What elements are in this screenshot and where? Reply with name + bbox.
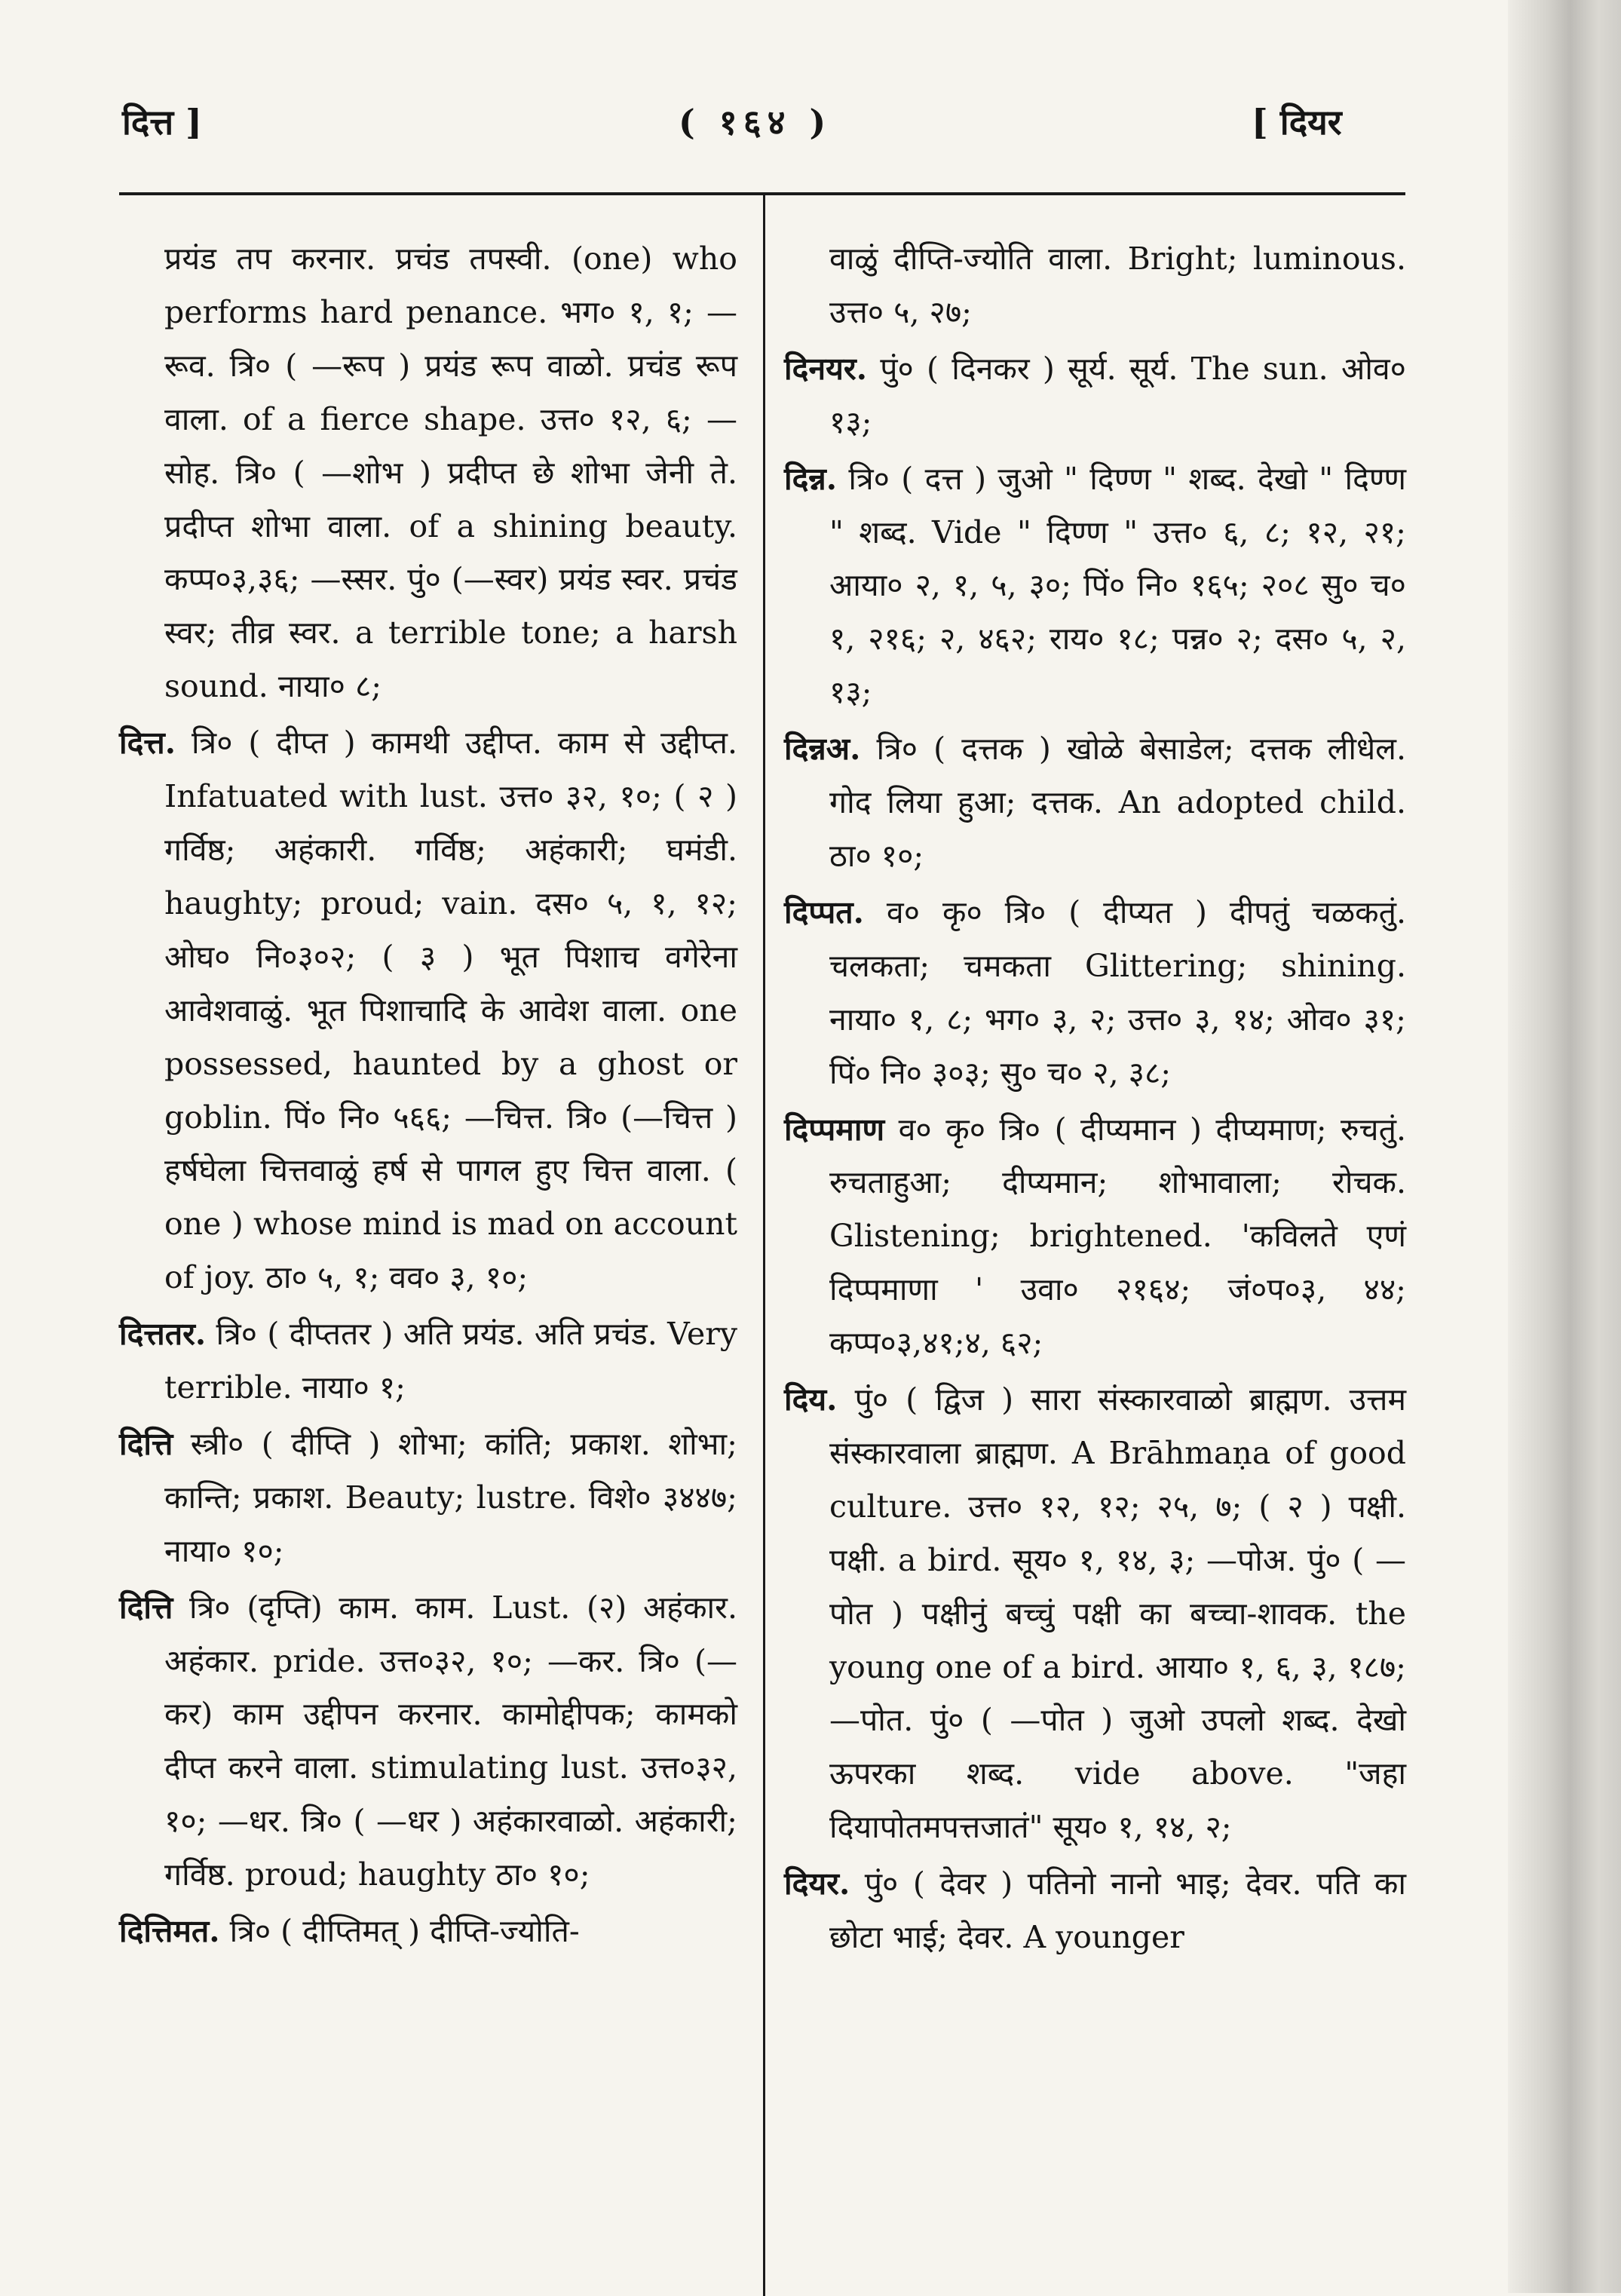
dictionary-entry — [119, 1905, 737, 1958]
page-number: ( १६४ ) — [679, 102, 832, 143]
entry-text: व० कृ० त्रि० ( दीप्यमान ) दीप्यमाण; रुचतुं. रुचताहुआ; दीप्यमान; शोभावाला; रोचक. Glistening; brightened. 'कविलते एणं दिप्पमाणा ' उवा० २१६४; जं०प०३, ४४; कप्प०३,४१;४, ६२; — [829, 1111, 1406, 1362]
dictionary-entry — [784, 722, 1406, 883]
entry-headword: दिन्न. — [784, 460, 838, 497]
entry-headword: दियर. — [784, 1865, 850, 1902]
entry-headword: दिनयर. — [784, 350, 867, 387]
entry-headword: दिप्पत. — [784, 894, 864, 930]
dictionary-entry — [119, 716, 737, 1304]
left-column — [119, 232, 737, 1961]
header-right-guideword: [ दियर — [1252, 102, 1342, 143]
column-divider — [763, 192, 765, 2296]
entry-text: पुं० ( देवर ) पतिनो नानो भाइ; देवर. पति का छोटा भाई; देवर. A younger — [829, 1865, 1406, 1956]
entry-text: व० कृ० त्रि० ( दीप्यत ) दीपतुं चळकतुं. चलकता; चमकता Glittering; shining. नाया० १, ८; भग० ३, २; उत्त० ३, १४; ओव० ३१; पिं० नि० ३०३; सु० च० २, ३८; — [829, 894, 1406, 1091]
entry-headword: दिन्नअ. — [784, 731, 861, 768]
dictionary-entry — [784, 452, 1406, 720]
dictionary-entry — [784, 342, 1406, 449]
entry-text: त्रि० ( दीप्त ) कामथी उद्दीप्त. काम से उद्दीप्त. Infatuated with lust. उत्त० ३२, १०; ( २ ) गर्विष्ठ; अहंकारी. गर्विष्ठ; अहंकारी; घमंडी. haughty; proud; vain. दस० ५, १, १२; ओघ० नि०३०२; ( ३ ) भूत पिशाच वगेरेना आवेशवाळुं. भूत पिशाचादि के आवेश वाला. one possessed, haunted by a ghost or goblin. पिं० नि० ५६६; —चित्त. त्रि० (—चित्त ) हर्षघेला चित्तवाळुं हर्ष से पागल हुए चित्त वाला. ( one ) whose mind is mad on account of joy. ठा० ५, १; वव० ३, १०; — [164, 725, 737, 1296]
entry-text: स्त्री० ( दीप्ति ) शोभा; कांति; प्रकाश. शोभा; कान्ति; प्रकाश. Beauty; lustre. विशे० ३४४७; नाया० १०; — [164, 1425, 737, 1569]
entry-headword: दित्ततर. — [119, 1316, 207, 1353]
header-rule — [119, 192, 1405, 195]
entry-text: पुं० ( दिनकर ) सूर्य. सूर्य. The sun. ओव० १३; — [829, 350, 1406, 440]
dictionary-entry — [119, 232, 737, 713]
entry-headword: दित्ति — [119, 1589, 173, 1626]
entry-text: त्रि० (दृप्ति) काम. काम. Lust. (२) अहंकार. अहंकार. pride. उत्त०३२, १०; —कर. त्रि० (—कर) काम उद्दीपन करनार. कामोद्दीपक; कामको दीप्त करने वाला. stimulating lust. उत्त०३२, १०; —धर. त्रि० ( —धर ) अहंकारवाळो. अहंकारी; गर्विष्ठ. proud; haughty ठा० १०; — [164, 1589, 737, 1893]
entry-text: त्रि० ( दत्त ) जुओ " दिण्ण " शब्द. देखो " दिण्ण " शब्द. Vide " दिण्ण " उत्त० ६, ८; १२, २१; आया० २, १, ५, ३०; पिं० नि० १६५; २०८ सु० च० १, २१६; २, ४६२; राय० १८; पन्न० २; दस० ५, २, १३; — [829, 460, 1406, 711]
entry-text: पुं० ( द्विज ) सारा संस्कारवाळो ब्राह्मण. उत्तम संस्कारवाला ब्राह्मण. A Brāhmaṇa of good culture. उत्त० १२, १२; २५, ७; ( २ ) पक्षी. पक्षी. a bird. सूय० १, १४, ३; —पोअ. पुं० ( —पोत ) पक्षीनुं बच्चुं पक्षी का बच्चा-शावक. the young one of a bird. आया० १, ६, ३, १८७; —पोत. पुं० ( —पोत ) जुओ उपलो शब्द. देखो ऊपरका शब्द. vide above. "जहा दियापोतमपत्तजातं" सूय० १, १४, २; — [829, 1381, 1406, 1846]
header-left-guideword: दित्त ] — [122, 102, 202, 143]
entry-headword: दित्ति — [119, 1425, 173, 1462]
entry-text: वाळुं दीप्ति-ज्योति वाला. Bright; luminous. उत्त० ५, २७; — [829, 241, 1406, 330]
right-column — [784, 232, 1406, 1967]
entry-text: त्रि० ( दत्तक ) खोळे बेसाडेल; दत्तक लीधेल. गोद लिया हुआ; दत्तक. An adopted child. ठा० १०; — [829, 731, 1406, 874]
page-header — [0, 98, 1500, 158]
dictionary-entry — [119, 1581, 737, 1902]
dictionary-entry — [784, 232, 1406, 339]
entry-text: प्रयंड तप करनार. प्रचंड तपस्वी. (one) who performs hard penance. भग० १, १; —रूव. त्रि० ( —रूप ) प्रयंड रूप वाळो. प्रचंड रूप वाला. of a fierce shape. उत्त० १२, ६; —सोह. त्रि० ( —शोभ ) प्रदीप्त छे शोभा जेनी ते. प्रदीप्त शोभा वाला. of a shining beauty. कप्प०३,३६; —स्सर. पुं० (—स्वर) प्रयंड स्वर. प्रचंड स्वर; तीव्र स्वर. a terrible tone; a harsh sound. नाया० ८; — [164, 241, 737, 705]
entry-text: त्रि० ( दीप्ततर ) अति प्रयंड. अति प्रचंड. Very terrible. नाया० १; — [164, 1316, 737, 1406]
entry-headword: दित्तिमत. — [119, 1913, 220, 1950]
entry-text: त्रि० ( दीप्तिमत् ) दीप्ति-ज्योति- — [229, 1913, 580, 1950]
book-binding-edge — [1508, 0, 1621, 2293]
entry-headword: दिय. — [784, 1381, 838, 1418]
dictionary-entry — [784, 1373, 1406, 1854]
dictionary-entry — [784, 886, 1406, 1100]
dictionary-entry — [119, 1418, 737, 1578]
dictionary-entry — [784, 1103, 1406, 1371]
dictionary-entry — [784, 1857, 1406, 1964]
entry-headword: दिप्पमाण — [784, 1111, 885, 1148]
dictionary-entry — [119, 1307, 737, 1415]
entry-headword: दित्त. — [119, 725, 176, 762]
